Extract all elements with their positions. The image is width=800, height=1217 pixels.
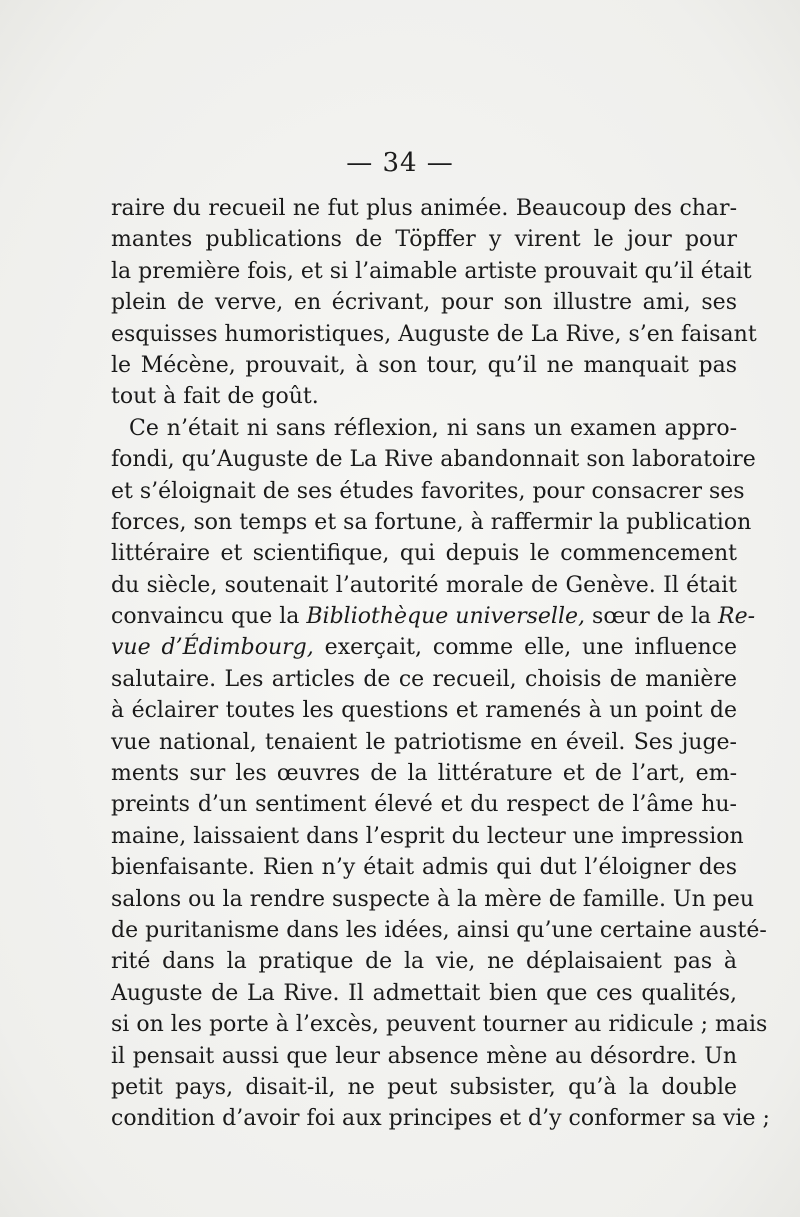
text-line: fondi, qu’Auguste de La Rive abandonnait son laboratoire [111,447,756,473]
text-line: raire du recueil ne fut plus animée. Beaucoup des char- [111,196,737,221]
text-line: tout à fait de goût. [111,384,319,410]
text-line: preints d’un sentiment élevé et du respect de l’âme hu- [111,792,737,818]
italic-title: Re- [718,604,756,630]
text-line: littéraire et scientifique, qui depuis le commencement [111,541,737,567]
text-line: bienfaisante. Rien n’y était admis qui dut l’éloigner des [111,855,737,881]
page-number: — 34 — [346,148,454,178]
text-line: le Mécène, prouvait, à son tour, qu’il ne manquait pas [111,352,737,378]
text-line: la première fois, et si l’aimable artiste prouvait qu’il était [111,258,752,284]
text-line: de puritanisme dans les idées, ainsi qu’une certaine austé- [111,917,767,943]
paragraph-1 [111,193,757,413]
italic-title: vue d’Édimbourg, [111,635,314,661]
text-line: maine, laissaient dans l’esprit du lecteur une impression [111,823,744,849]
text-line: condition d’avoir foi aux principes et d’y conformer sa vie ; [111,1106,770,1132]
text-line: et s’éloignait de ses études favorites, pour consacrer ses [111,478,745,504]
text-line: forces, son temps et sa fortune, à raffermir la publication [111,509,752,535]
text-line: petit pays, disait-il, ne peut subsister, qu’à la double [111,1074,737,1100]
body-text [111,193,770,1135]
text-line: Ce n’était ni sans réflexion, ni sans un examen appro- [129,415,737,441]
text-line: rité dans la pratique de la vie, ne déplaisaient pas à [111,949,737,975]
text-line: esquisses humoristiques, Auguste de La Rive, s’en faisant [111,321,757,347]
italic-title: Bibliothèque universelle, [306,604,586,630]
text-line: vue national, tenaient le patriotisme en éveil. Ses juge- [111,729,737,755]
text-line: convaincu que la Bibliothèque universelle, sœur de la Re- [111,604,756,630]
text-line: il pensait aussi que leur absence mène au désordre. Un [111,1043,737,1069]
text-line: mantes publications de Töpffer y virent le jour pour [111,227,737,253]
text-line: Auguste de La Rive. Il admettait bien que ces qualités, [111,980,737,1006]
text-line: salutaire. Les articles de ce recueil, choisis de manière [111,666,737,692]
text-line: ments sur les œuvres de la littérature et de l’art, em- [111,761,737,787]
text-line: salons ou la rendre suspecte à la mère de famille. Un peu [111,886,755,912]
text-line: vue d’Édimbourg, exerçait, comme elle, une influence [111,635,737,661]
text-line: du siècle, soutenait l’autorité morale de Genève. Il était [111,572,737,598]
text-line: si on les porte à l’excès, peuvent tourner au ridicule ; mais [111,1012,768,1038]
text-line: à éclairer toutes les questions et ramenés à un point de [111,698,737,724]
text-line: plein de verve, en écrivant, pour son illustre ami, ses [111,290,737,316]
paragraph-2 [111,413,770,1135]
